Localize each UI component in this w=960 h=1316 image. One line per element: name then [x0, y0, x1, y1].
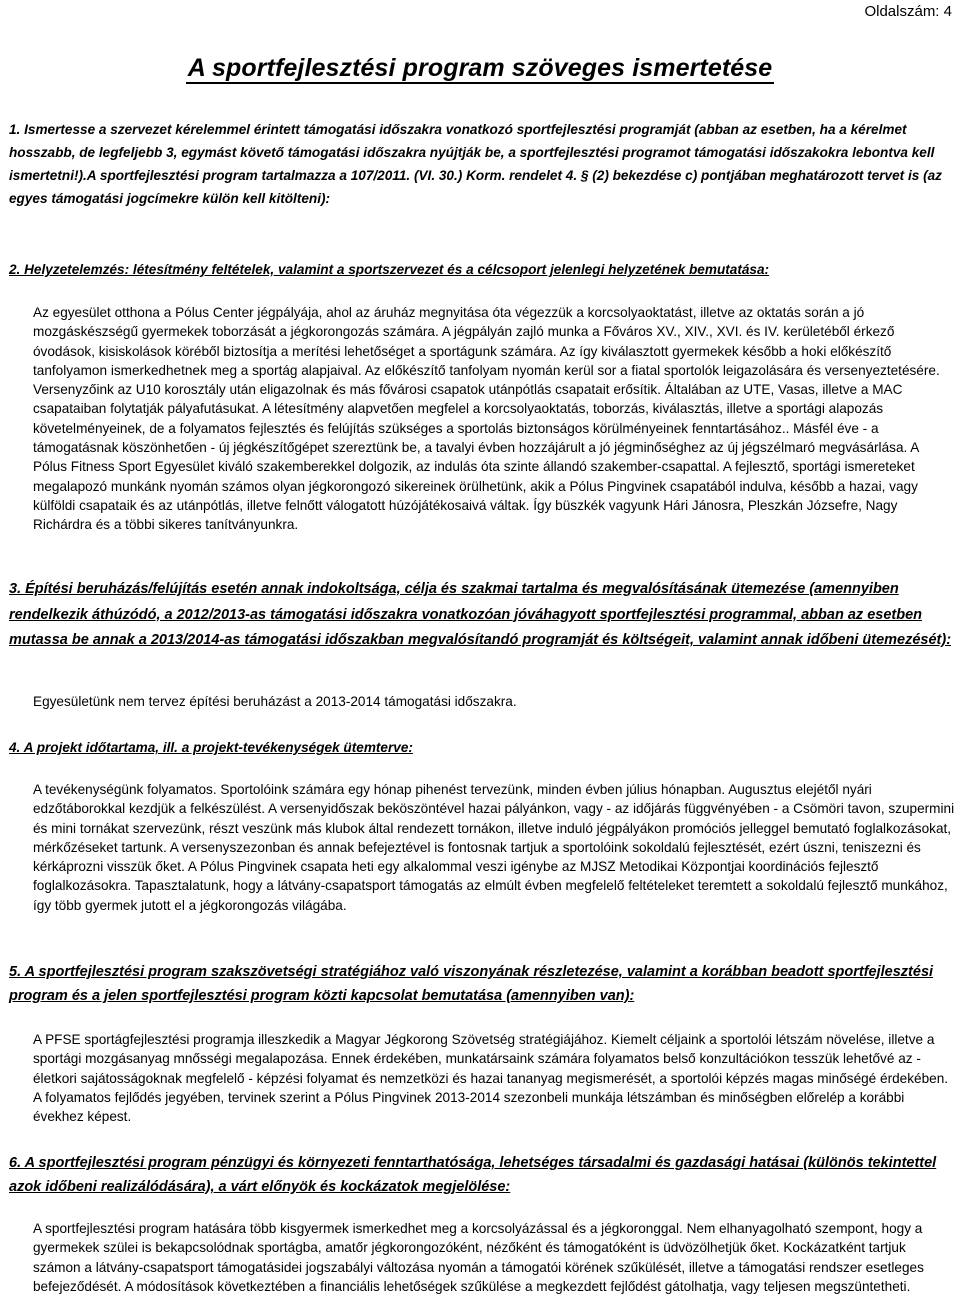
- section-4-body: A tevékenységünk folyamatos. Sportolóink számára egy hónap pihenést tervezünk, minden évben július hónapban. Augusztus elejétől nyári edzőtáborokkal kezdjük a felkészülést. A versenyidőszak beköszöntével hazai pályánkon, vagy - az időjárás függvényében - a Csömöri tavon, szupermini és mini tornákat szervezünk, részt veszünk más klubok által rendezett tornákon, illetve induló jégpályákon promóciós jelleggel bemutató foglalkozásokat, mérkőzéseket tartunk. A versenyszezonban és annak befejeztével is fontosnak tartjuk a sportolóink sokoldalú fejlesztését, ezért úszni, teniszezni és kérkáprozni visszük őket. A Pólus Pingvinek csapata heti egy alkalommal veszi igénybe az MJSZ Metodikai Központjai koordinációs fejlesztő foglalkozásokra. Tapasztalatunk, hogy a látvány-csapatsport támogatás az elmúlt évben megfelelő feltételeket teremtett a sokoldalú fejlesztő munkához, így több gyermek jutott el a jégkorongozás világába.: [33, 782, 955, 913]
- page-title-wrapper: [0, 54, 960, 83]
- section-2-heading-text: 2. Helyzetelemzés: létesítmény feltételek, valamint a sportszervezet és a célcsoport jelenlegi helyzetének bemutatása:: [9, 262, 770, 277]
- section-5-body: A PFSE sportágfejlesztési programja illeszkedik a Magyar Jégkorong Szövetség stratégiájához. Kiemelt céljaink a sportolói létszám növelése, illetve a sportági mozgásanyag mnősségi megalapozása. Ennek érdekében, munkatársaink számára folyamatos belső konzultációkon tesszük lehetővé az - életkori sajátosságoknak megfelelő - képzési folyamat és nemzetközi és hazai tananyag megismerését, a sportolói képzés magas minőségé érdekében. A folyamatos fejlődés jegyében, tervinek szerint a Pólus Pingvinek 2013-2014 szezonbeli munkája létszámban és minőségben előrelép a korábbi évekhez képest.: [33, 1032, 949, 1125]
- section-4-heading-text: 4. A projekt időtartama, ill. a projekt-tevékenységek ütemterve:: [9, 740, 413, 755]
- section-2-body: Az egyesület otthona a Pólus Center jégpályája, ahol az áruház megnyitása óta végezzük a korcsolyaoktatást, illetve az oktatás során a jó mozgáskészségű gyermekek toborzását a jégkorongozás számára. A jégpályán zajló munka a Főváros XV., XIV., XVI. és IV. kerületéből érkező óvodások, kisiskolások köréből biztosítja a merítési lehetőséget a sportágunk számára. Az így kiválasztott gyermekek később a hoki előkészítő tanfolyamon ismerkedhetnek meg a sportág alapjaival. Az előkészítő tanfolyam nyomán kerül sor a fiatal sportolók leigazolására és versenyeztetésére. Versenyzőink az U10 korosztály után eligazolnak és más fővárosi csapatok utánpótlás csapatait erősítik. Általában az UTE, Vasas, illetve a MAC csapataiban folytatják pályafutásukat. A létesítmény alapvetően megfelel a korcsolyaoktatás, toborzás, kiválasztás, illetve a sportági alapozás követelményeinek, de a folyamatos fejlesztés és felújítás szükséges a sportolás biztonságos körülményeinek fenntartásához.. Másfél éve - a támogatásnak köszönhetően - új jégkészítőgépet szereztünk be, a tavalyi évben hozzájárult a jó jégminőséghez az új jégszélmaró megvásárlása. A Pólus Fitness Sport Egyesület kiváló szakemberekkel dolgozik, az indulás óta szinte állandó szakember-csapattal. A fejlesztő, sportági ismereteket megalapozó munkánk nyomán számos olyan jégkorongozó sikereinek örülhetünk, akik a Pólus Pingvinek csapatából indulva, később a hazai, vagy külföldi csapataik és az utánpótlás, illetve felnőtt válogatott húzójátékosaivá váltak. Így büszkék vagyunk Hári Jánosra, Pleszkán Józsefre, Nagy Richárdra és a többi sikeres tanítványunkra.: [33, 305, 940, 533]
- section-3-body: Egyesületünk nem tervez építési beruházást a 2013-2014 támogatási időszakra.: [33, 694, 517, 709]
- section-1-heading-text: 1. Ismertesse a szervezet kérelemmel érintett támogatási időszakra vonatkozó sportfejlesztési programját (abban az esetben, ha a kérelmet hosszabb, de legfeljebb 3, egymást követő támogatási időszakra nyújtják be, a sportfejlesztési programot támogatási időszakokra lebontva kell ismertetni!).A sportfejlesztési program tartalmazza a 107/2011. (VI. 30.) Korm. rendelet 4. § (2) bekezdése c) pontjában meghatározott tervet is (az egyes támogatási jogcímekre külön kell kitölteni):: [9, 122, 942, 206]
- section-5-heading-text: 5. A sportfejlesztési program szakszövetségi stratégiához való viszonyának részletezése, valamint a korábban beadott sportfejlesztési program és a jelen sportfejlesztési program közti kapcsolat bemutatása (amennyiben van):: [9, 964, 934, 1004]
- section-2-heading: [9, 258, 954, 281]
- section-1-heading: [9, 118, 954, 210]
- section-5-heading: [9, 960, 954, 1008]
- page-number: Oldalszám: 4: [864, 3, 952, 20]
- section-6-heading-text: 6. A sportfejlesztési program pénzügyi és környezeti fenntarthatósága, lehetséges társadalmi és gazdasági hatásai (különös tekintettel azok időbeni realizálódására), a várt előnyök és kockázatok megjelölése:: [9, 1155, 937, 1195]
- section-6-heading: [9, 1151, 954, 1199]
- section-6-body: A sportfejlesztési program hatására több kisgyermek ismerkedhet meg a korcsolyázással és a jégkoronggal. Nem elhanyagolható szempont, hogy a gyermekek szülei is bekapcsolódnak sportágba, amatőr jégkorongozóként, nézőként és támogatóként is üdvözölhetjük őket. Kockázatként tartjuk számon a látvány-csapatsport támogatásidei jogszabályi változása nyomán a támogatói körének szűkülését, illetve a támogatási rendszer esetleges befejeződését. A módosítások következtében a financiális lehetőségek szűkülése a megkezdett fejlődést gátolhatja, vagy teljesen megszüntetheti.: [33, 1221, 924, 1294]
- section-3-heading-text: 3. Építési beruházás/felújítás esetén annak indokoltsága, célja és szakmai tartalma és megvalósításának ütemezése (amennyiben rendelkezik áthúzódó, a 2012/2013-as támogatási időszakra vonatkozóan jóváhagyott sportfejlesztési programmal, abban az esetben mutassa be annak a 2013/2014-as támogatási időszakban megvalósítandó programját és költségeit, valamint annak időbeni ütemezését):: [9, 581, 952, 648]
- section-4-heading: [9, 736, 954, 759]
- page-title: A sportfejlesztési program szöveges ismertetése: [187, 54, 773, 82]
- section-3-heading: [9, 577, 954, 654]
